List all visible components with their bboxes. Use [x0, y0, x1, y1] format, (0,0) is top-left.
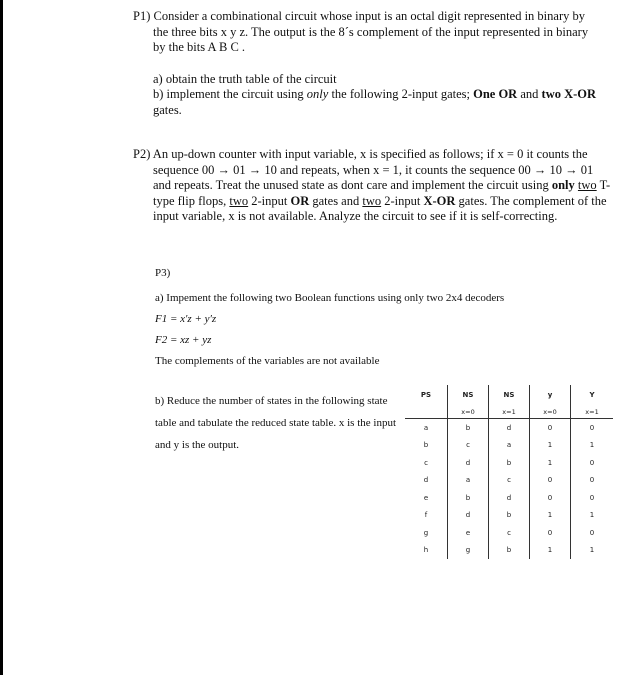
header-y-1: Y [571, 385, 614, 405]
table-cell: a [448, 472, 489, 490]
problem-1-part-b: b) implement the circuit using only the following 2-input gates; One OR and two X-OR gates. [153, 87, 597, 117]
subheader-y-x0: x=0 [530, 405, 571, 419]
problem-3 [155, 266, 575, 375]
subheader-y-x1: x=1 [571, 405, 614, 419]
subheader-x0: x=0 [448, 405, 489, 419]
table-row [405, 437, 613, 455]
table-cell: 0 [571, 489, 614, 507]
table-cell: 0 [571, 524, 614, 542]
table-row [405, 454, 613, 472]
table-row [405, 542, 613, 560]
state-table-header [405, 385, 613, 405]
header-ps: PS [420, 391, 432, 399]
problem-2 [133, 147, 613, 225]
table-cell: c [489, 524, 530, 542]
problem-2-text: P2) An up-down counter with input variable, x is specified as follows; if x = 0 it counts the sequence 00 → 01 → 10 and repeats, when x = 1, it counts the sequence 00 → 10 → 01 and repeats. Treat the unused state as dont care and implement the circuit using only two T-type flip flops, two 2-input OR gates and two 2-input X-OR gates. The complement of the input variable, x is not available. Analyze the circuit to see if it is self-correcting. [133, 147, 611, 223]
table-cell: 1 [571, 542, 614, 560]
subheader-x1: x=1 [489, 405, 530, 419]
table-cell: 0 [571, 472, 614, 490]
problem-1 [133, 9, 603, 118]
table-cell: 0 [530, 419, 571, 437]
table-row [405, 524, 613, 542]
table-cell: d [489, 419, 530, 437]
table-cell: 1 [571, 437, 614, 455]
table-cell: 1 [530, 507, 571, 525]
table-row [405, 419, 613, 437]
problem-3-part-b: b) Reduce the number of states in the following state table and tabulate the reduced state table. x is the input and y is the output. [155, 395, 396, 451]
table-cell: 1 [530, 542, 571, 560]
table-cell: a [423, 423, 429, 432]
table-cell: 1 [571, 507, 614, 525]
left-edge-bar [0, 0, 3, 675]
header-ns-0: NS [448, 385, 489, 405]
table-row [405, 507, 613, 525]
problem-1-intro: P1) Consider a combinational circuit whose input is an octal digit represented in binary by the three bits x y z. The output is the 8´s complement of the input represented in binary by the bits A B C . [133, 9, 589, 54]
table-cell: c [489, 472, 530, 490]
table-cell: d [448, 507, 489, 525]
problem-3-part-a: a) Impement the following two Boolean functions using only two 2x4 decoders [155, 292, 505, 304]
equation-f2: F2 = xz + yz [155, 334, 212, 346]
table-row [405, 489, 613, 507]
header-ns-1: NS [489, 385, 530, 405]
table-cell: a [489, 437, 530, 455]
table-cell: e [423, 493, 429, 502]
table-cell: e [448, 524, 489, 542]
table-cell: b [489, 507, 530, 525]
complement-note: The complements of the variables are not available [155, 355, 380, 367]
problem-3-heading: P3) [155, 267, 171, 279]
state-table [405, 385, 613, 559]
table-cell: 1 [530, 454, 571, 472]
problem-1-part-a: a) obtain the truth table of the circuit [153, 71, 337, 86]
table-cell: h [423, 546, 429, 555]
header-y-0: y [530, 385, 571, 405]
table-cell: b [448, 489, 489, 507]
subheader-ps [405, 405, 448, 419]
table-cell: 0 [530, 489, 571, 507]
table-cell: b [489, 454, 530, 472]
table-cell: c [448, 437, 489, 455]
table-cell: 0 [530, 472, 571, 490]
table-cell: b [448, 419, 489, 437]
table-cell: d [423, 476, 429, 485]
table-row [405, 472, 613, 490]
table-cell: c [424, 458, 428, 467]
table-cell: b [423, 441, 429, 450]
table-cell: g [448, 542, 489, 560]
table-cell: f [424, 511, 428, 520]
table-cell: 1 [530, 437, 571, 455]
table-cell: g [423, 528, 429, 537]
table-cell: d [448, 454, 489, 472]
state-table-subheader [405, 405, 613, 419]
table-cell: b [489, 542, 530, 560]
table-cell: 0 [571, 454, 614, 472]
equation-f1: F1 = x′z + y′z [155, 313, 217, 325]
table-cell: d [489, 489, 530, 507]
table-cell: 0 [530, 524, 571, 542]
table-cell: 0 [571, 419, 614, 437]
